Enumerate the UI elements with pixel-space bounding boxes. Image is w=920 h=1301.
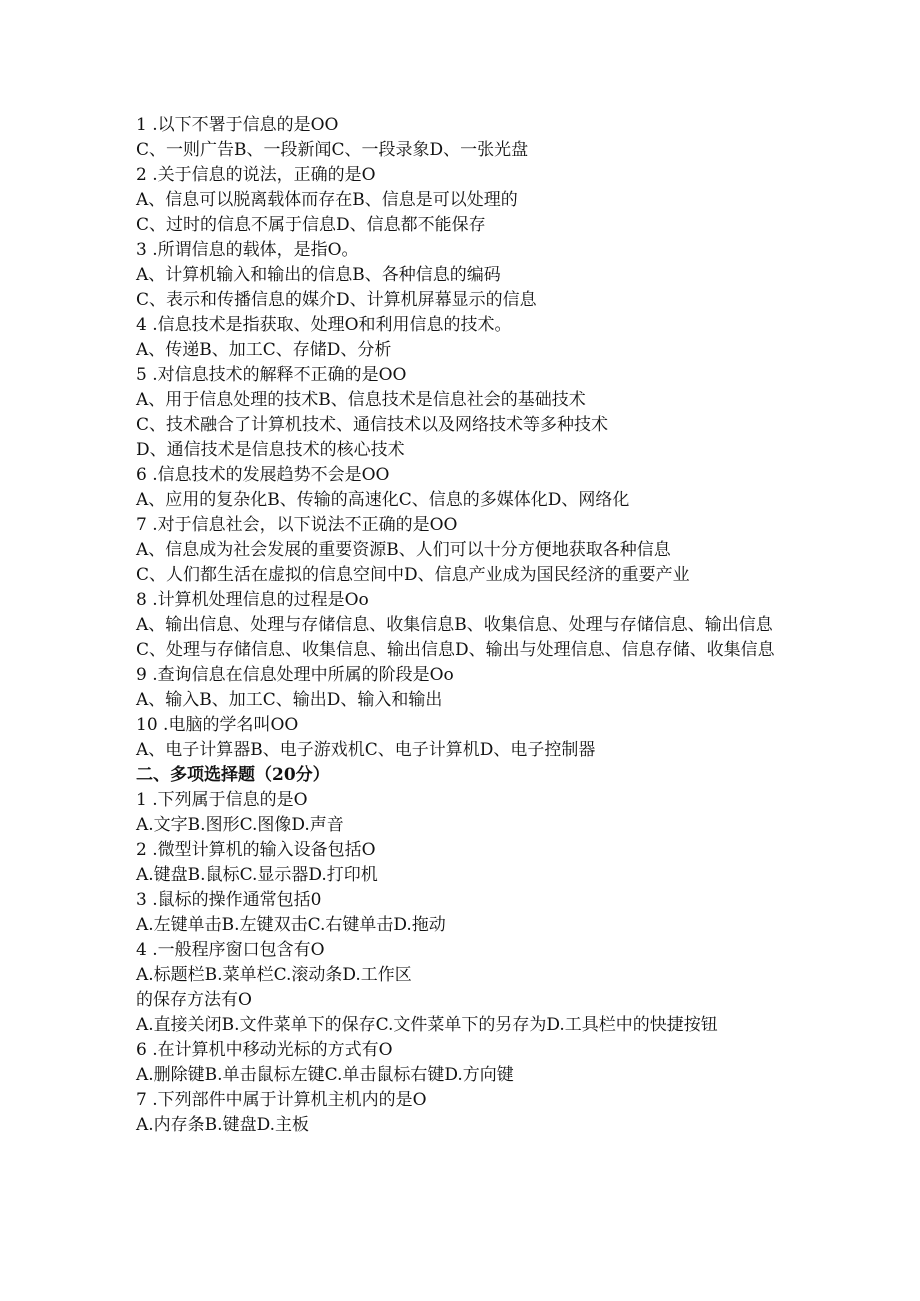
question-5-option-d: D、通信技术是信息技术的核心技术 <box>136 440 405 460</box>
question-6: 6 .信息技术的发展趋势不会是OO <box>136 465 390 485</box>
mc-question-1: 1 .下列属于信息的是O <box>136 790 308 810</box>
mc-question-5: 的保存方法有O <box>136 990 252 1010</box>
question-3-options-ab: A、计算机输入和输出的信息B、各种信息的编码 <box>136 265 501 285</box>
mc-question-2-options: A.键盘B.鼠标C.显示器D.打印机 <box>136 865 378 885</box>
mc-question-3: 3 .鼠标的操作通常包括0 <box>136 890 322 910</box>
mc-question-7: 7 .下列部件中属于计算机主机内的是O <box>136 1090 427 1110</box>
document-body <box>136 113 786 1138</box>
mc-question-4: 4 .一般程序窗口包含有O <box>136 940 325 960</box>
question-8-options-ab: A、输出信息、处理与存储信息、收集信息B、收集信息、处理与存储信息、输出信息 <box>136 615 773 635</box>
question-1-options: C、一则广告B、一段新闻C、一段录象D、一张光盘 <box>136 140 529 160</box>
question-10: 10 .电脑的学名叫OO <box>136 715 299 735</box>
question-5: 5 .对信息技术的解释不正确的是OO <box>136 365 407 385</box>
question-7-options-ab: A、信息成为社会发展的重要资源B、人们可以十分方便地获取各种信息 <box>136 540 671 560</box>
question-4: 4 .信息技术是指获取、处理O和利用信息的技术。 <box>136 315 512 335</box>
question-9: 9 .查询信息在信息处理中所属的阶段是Oo <box>136 665 454 685</box>
mc-question-3-options: A.左键单击B.左键双击C.右键单击D.拖动 <box>136 915 446 935</box>
question-9-options: A、输入B、加工C、输出D、输入和输出 <box>136 690 443 710</box>
question-8-options-cd: C、处理与存储信息、收集信息、输出信息D、输出与处理信息、信息存储、收集信息 <box>136 640 775 660</box>
question-10-options: A、电子计算器B、电子游戏机C、电子计算机D、电子控制器 <box>136 740 596 760</box>
mc-question-6: 6 .在计算机中移动光标的方式有O <box>136 1040 393 1060</box>
question-3-options-cd: C、表示和传播信息的媒介D、计算机屏幕显示的信息 <box>136 290 537 310</box>
question-6-options: A、应用的复杂化B、传输的高速化C、信息的多媒体化D、网络化 <box>136 490 630 510</box>
question-5-options-ab: A、用于信息处理的技术B、信息技术是信息社会的基础技术 <box>136 390 586 410</box>
question-1: 1 .以下不署于信息的是OO <box>136 115 339 135</box>
mc-question-4-options: A.标题栏B.菜单栏C.滚动条D.工作区 <box>136 965 412 985</box>
question-5-option-c: C、技术融合了计算机技术、通信技术以及网络技术等多种技术 <box>136 415 609 435</box>
section-heading-multiple-choice: 二、多项选择题（20分） <box>136 765 330 785</box>
mc-question-5-options: A.直接关闭B.文件菜单下的保存C.文件菜单下的另存为D.工具栏中的快捷按钮 <box>136 1015 718 1035</box>
question-7-options-cd: C、人们都生活在虚拟的信息空间中D、信息产业成为国民经济的重要产业 <box>136 565 690 585</box>
mc-question-7-options: A.内存条B.键盘D.主板 <box>136 1115 310 1135</box>
question-2-options-cd: C、过时的信息不属于信息D、信息都不能保存 <box>136 215 486 235</box>
question-2-options-ab: A、信息可以脱离载体而存在B、信息是可以处理的 <box>136 190 518 210</box>
mc-question-6-options: A.删除键B.单击鼠标左键C.单击鼠标右键D.方向键 <box>136 1065 514 1085</box>
question-7: 7 .对于信息社会，以下说法不正确的是OO <box>136 515 458 535</box>
question-4-options: A、传递B、加工C、存储D、分析 <box>136 340 392 360</box>
question-2: 2 .关于信息的说法，正确的是O <box>136 165 376 185</box>
mc-question-1-options: A.文字B.图形C.图像D.声音 <box>136 815 344 835</box>
question-3: 3 .所谓信息的载体，是指O。 <box>136 240 359 260</box>
mc-question-2: 2 .微型计算机的输入设备包括O <box>136 840 376 860</box>
question-8: 8 .计算机处理信息的过程是Oo <box>136 590 369 610</box>
